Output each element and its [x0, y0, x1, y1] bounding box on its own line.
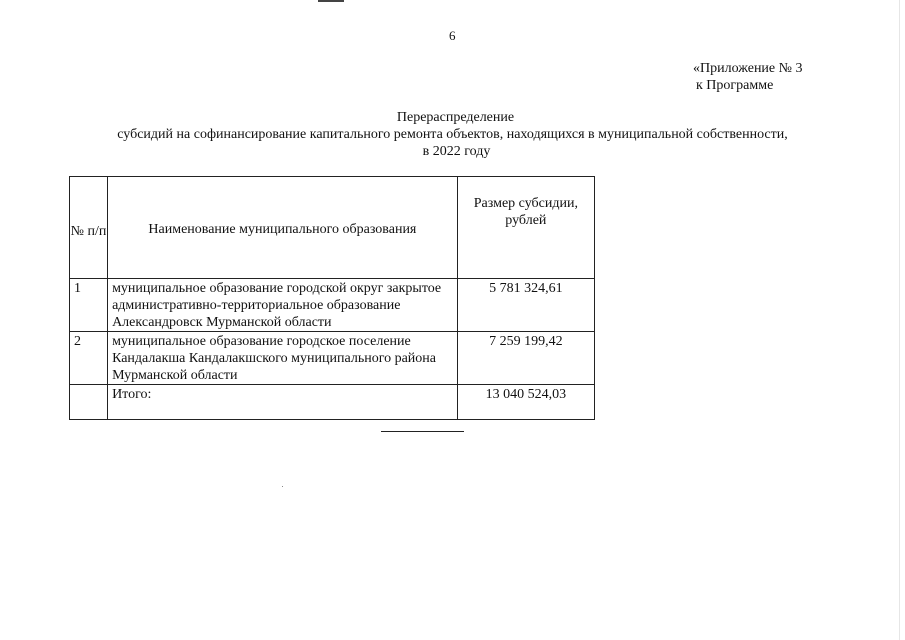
- annex-line-2: к Программе: [696, 78, 774, 93]
- title-line-2: субсидий на софинансирование капитального ремонта объектов, находящихся в муниципальной собственности,: [117, 127, 788, 142]
- header-name-label: Наименование муниципального образования: [148, 222, 417, 237]
- title-line-1: Перераспределение: [396, 110, 515, 125]
- table-row: [70, 279, 595, 332]
- total-number: [70, 385, 108, 420]
- header-name: [108, 177, 458, 279]
- header-num: [70, 177, 108, 279]
- annex-line-1: «Приложение № 3: [693, 61, 803, 76]
- municipality-name: муниципальное образование городское поселение Кандалакша Кандалакшского муниципального района Мурманской области: [108, 332, 458, 385]
- total-label: Итого:: [108, 385, 458, 420]
- header-num-label: № п/п: [70, 224, 107, 239]
- subsidy-table: [69, 176, 595, 420]
- title-line-3: в 2022 году: [422, 144, 491, 159]
- table-total-row: [70, 385, 595, 420]
- row-number: 1: [70, 279, 108, 332]
- subsidy-amount: 5 781 324,61: [457, 279, 594, 332]
- header-amount: [457, 177, 594, 279]
- total-amount: 13 040 524,03: [457, 385, 594, 420]
- annex-reference: [693, 60, 803, 94]
- document-title: [0, 109, 905, 160]
- page-number: 6: [449, 28, 456, 43]
- header-amount-label: Размер субсидии, рублей: [473, 196, 578, 228]
- table-row: [70, 332, 595, 385]
- top-scan-mark: [318, 0, 344, 2]
- footer-divider: [381, 431, 464, 432]
- row-number: 2: [70, 332, 108, 385]
- subsidy-amount: 7 259 199,42: [457, 332, 594, 385]
- scan-dot: [282, 486, 283, 487]
- municipality-name: муниципальное образование городской округ закрытое административно-территориальное образование Александровск Мурманской области: [108, 279, 458, 332]
- scan-edge: [899, 0, 900, 640]
- table-header-row: [70, 177, 595, 279]
